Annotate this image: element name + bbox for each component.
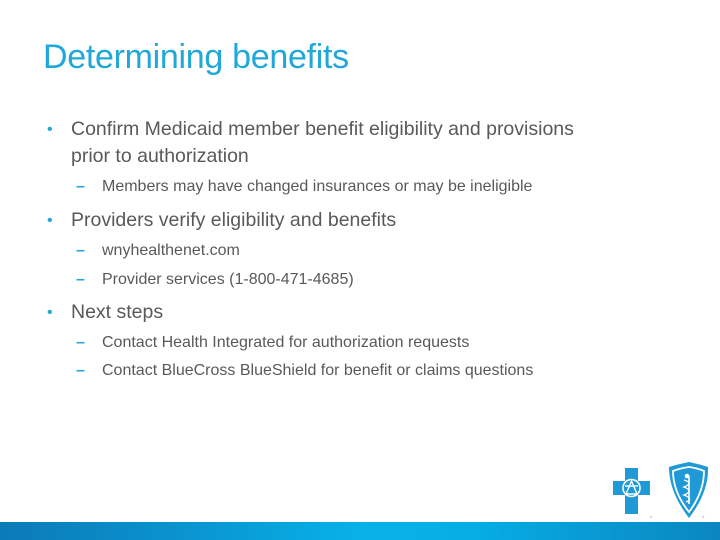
bluecross-logo-icon bbox=[612, 462, 712, 520]
sub-bullet-text: Contact BlueCross BlueShield for benefit or claims questions bbox=[102, 362, 534, 379]
bullet-text: Confirm Medicaid member benefit eligibility and provisions bbox=[71, 118, 574, 140]
dash-icon: – bbox=[76, 334, 85, 351]
bullet-item bbox=[47, 206, 397, 235]
logo-group bbox=[612, 462, 712, 520]
sub-bullet-text: Members may have changed insurances or may be ineligible bbox=[102, 178, 533, 195]
bullet-item bbox=[47, 298, 164, 327]
sub-bullet-item bbox=[76, 329, 470, 357]
dash-icon: – bbox=[76, 242, 85, 259]
svg-text:®: ® bbox=[650, 515, 653, 519]
sub-bullet-link[interactable]: wnyhealthenet.com bbox=[102, 242, 240, 259]
bullet-text: Next steps bbox=[71, 301, 164, 323]
sub-bullet-item bbox=[76, 357, 534, 385]
sub-bullet-text: Provider services (1-800-471-4685) bbox=[102, 271, 354, 288]
bullet-icon: • bbox=[47, 121, 53, 138]
dash-icon: – bbox=[76, 178, 85, 195]
bullet-item bbox=[47, 115, 574, 144]
dash-icon: – bbox=[76, 362, 85, 379]
svg-text:®: ® bbox=[702, 515, 705, 519]
bullet-text: Providers verify eligibility and benefits bbox=[71, 209, 397, 231]
bullet-icon: • bbox=[47, 304, 53, 321]
sub-bullet-item bbox=[76, 237, 240, 265]
sub-bullet-item bbox=[76, 173, 533, 201]
bullet-icon: • bbox=[47, 212, 53, 229]
footer-bar bbox=[0, 522, 720, 540]
bullet-item-continuation bbox=[71, 142, 249, 171]
sub-bullet-item bbox=[76, 266, 354, 294]
dash-icon: – bbox=[76, 271, 85, 288]
sub-bullet-text: Contact Health Integrated for authorization requests bbox=[102, 334, 470, 351]
slide-title: Determining benefits bbox=[43, 38, 349, 76]
bullet-text: prior to authorization bbox=[71, 145, 249, 167]
